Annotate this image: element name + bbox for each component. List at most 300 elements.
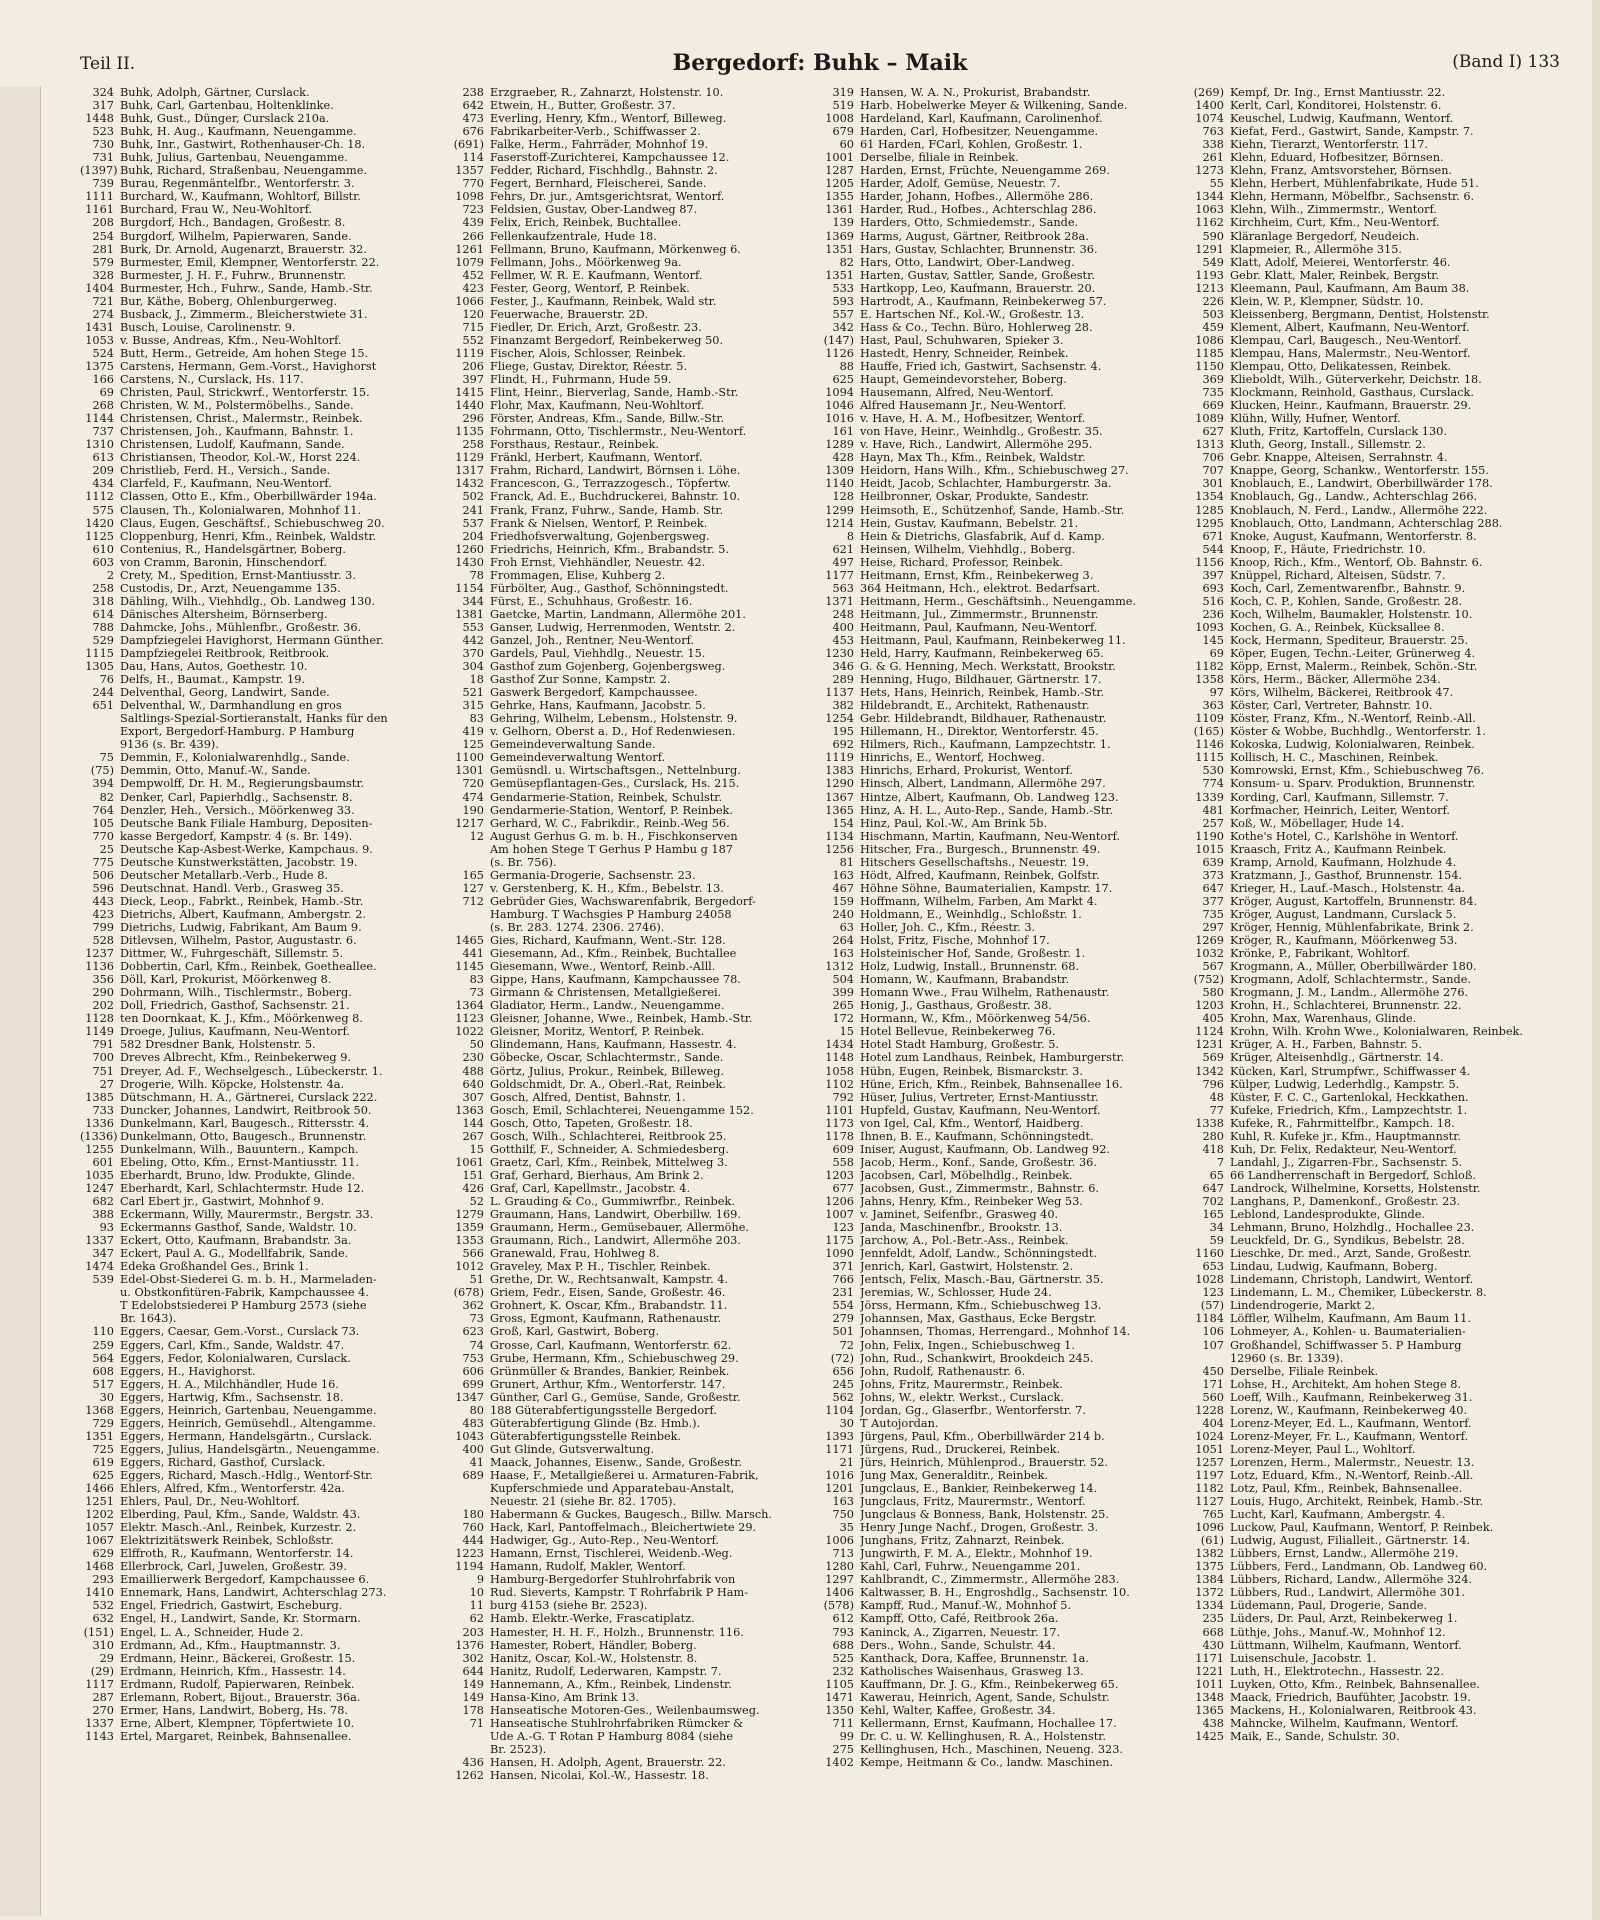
entry-phone-number: 1173 — [825, 1116, 854, 1130]
directory-entry — [80, 817, 450, 830]
directory-entry — [80, 386, 450, 399]
entry-text: Kerlt, Carl, Konditorei, Holstenstr. 6. — [1230, 99, 1442, 113]
directory-entry — [80, 295, 450, 308]
directory-entry — [1190, 921, 1560, 934]
directory-entry — [1190, 1560, 1560, 1573]
directory-entry — [80, 86, 450, 99]
entry-text: Carl Ebert jr., Gastwirt, Mohnhof 9. — [120, 1194, 325, 1208]
entry-phone-number: 1066 — [455, 294, 484, 308]
directory-entry — [1190, 1038, 1560, 1051]
entry-phone-number: 279 — [832, 1312, 854, 1326]
entry-text: Eggers, Heinrich, Gemüsehdl., Altengamme. — [120, 1416, 377, 1430]
entry-phone-number: 1305 — [85, 660, 114, 674]
entry-text: Kiefat, Ferd., Gastwirt, Sande, Kampstr. 7. — [1230, 125, 1474, 139]
entry-text: Klapmeier, R., Allermöhe 315. — [1230, 242, 1403, 256]
entry-phone-number: 1375 — [85, 359, 114, 373]
entry-phone-number: 1262 — [455, 1769, 484, 1783]
directory-entry — [1190, 1169, 1560, 1182]
entry-text: Grethe, Dr. W., Rechtsanwalt, Kampstr. 4. — [490, 1273, 729, 1287]
entry-phone-number: 1363 — [455, 1103, 484, 1117]
directory-entry — [80, 999, 450, 1012]
entry-phone-number: 1384 — [1195, 1573, 1224, 1587]
entry-phone-number: 647 — [1202, 881, 1224, 895]
entry-phone-number: 1146 — [1195, 738, 1224, 752]
entry-phone-number: 481 — [1202, 803, 1224, 817]
entry-phone-number: 430 — [1202, 1638, 1224, 1652]
entry-text: Gies, Richard, Kaufmann, Went.-Str. 128. — [490, 934, 726, 948]
entry-text: Flindt, H., Fuhrmann, Hude 59. — [490, 373, 672, 387]
entry-phone-number: 154 — [832, 816, 854, 830]
entry-text: Hinz, A. H. L., Auto-Rep., Sande, Hamb.-Str. — [860, 803, 1114, 817]
directory-entry — [450, 999, 820, 1012]
entry-phone-number: 1089 — [1195, 412, 1224, 426]
entry-text: Eckermanns Gasthof, Sande, Waldstr. 10. — [120, 1221, 357, 1235]
directory-entry — [1190, 321, 1560, 334]
directory-entry — [1190, 269, 1560, 282]
entry-phone-number: 208 — [92, 216, 114, 230]
directory-entry — [80, 504, 450, 517]
directory-entry — [820, 1743, 1190, 1756]
entry-phone-number: 428 — [832, 451, 854, 465]
entry-phone-number: 1015 — [1195, 842, 1224, 856]
entry-phone-number: 423 — [92, 907, 114, 921]
directory-entry — [80, 177, 450, 190]
entry-phone-number: 702 — [1202, 1194, 1224, 1208]
entry-text: Köster & Wobbe, Buchhdlg., Wentorferstr. 1. — [1230, 725, 1486, 739]
entry-text: Gehring, Wilhelm, Lebensm., Holstenstr. 9. — [490, 712, 738, 726]
directory-entry — [820, 1065, 1190, 1078]
entry-phone-number: 163 — [832, 868, 854, 882]
entry-text: Graumann, Rich., Landwirt, Allermöhe 203. — [490, 1234, 741, 1248]
entry-text: Ihnen, B. E., Kaufmann, Schönningstedt. — [860, 1129, 1094, 1143]
entry-phone-number: 106 — [1202, 1325, 1224, 1339]
entry-phone-number: 254 — [92, 229, 114, 243]
directory-entry — [1190, 777, 1560, 790]
directory-entry — [80, 843, 450, 856]
directory-entry — [820, 530, 1190, 543]
entry-text: Güterabfertigungsstelle Reinbek. — [490, 1429, 682, 1443]
entry-text: Harden, Carl, Hofbesitzer, Neuengamme. — [860, 125, 1099, 139]
entry-phone-number: 180 — [462, 1508, 484, 1522]
entry-text: Eggers, Heinrich, Gartenbau, Neuengamme. — [120, 1403, 377, 1417]
entry-phone-number: 1425 — [1195, 1729, 1224, 1743]
entry-text: Dunkelmann, Otto, Baugesch., Brunnenstr. — [120, 1129, 367, 1143]
entry-text: Haase, F., Metallgießerei u. Armaturen-Fabrik, — [490, 1468, 759, 1482]
directory-entry — [450, 1469, 820, 1482]
entry-text: Fiedler, Dr. Erich, Arzt, Großestr. 23. — [490, 320, 702, 334]
directory-entry — [450, 243, 820, 256]
entry-phone-number: 459 — [1202, 320, 1224, 334]
entry-phone-number: 235 — [1202, 1612, 1224, 1626]
directory-entry — [820, 1104, 1190, 1117]
entry-text: Crety, M., Spedition, Ernst-Mantiusstr. 3. — [120, 568, 356, 582]
directory-entry — [820, 347, 1190, 360]
entry-text: Grosse, Carl, Kaufmann, Wentorferstr. 62. — [490, 1338, 732, 1352]
entry-phone-number: 715 — [462, 320, 484, 334]
entry-phone-number: 1347 — [455, 1390, 484, 1404]
entry-phone-number: 296 — [462, 412, 484, 426]
entry-phone-number: 274 — [92, 307, 114, 321]
entry-phone-number: 362 — [462, 1299, 484, 1313]
directory-entry — [820, 804, 1190, 817]
directory-entry — [80, 530, 450, 543]
directory-entry — [80, 1443, 450, 1456]
directory-entry — [80, 738, 450, 751]
entry-phone-number: 18 — [469, 673, 484, 687]
directory-entry — [80, 777, 450, 790]
entry-phone-number: 1202 — [85, 1508, 114, 1522]
entry-phone-number: 793 — [832, 1625, 854, 1639]
entry-phone-number: 533 — [832, 281, 854, 295]
entry-phone-number: 579 — [92, 255, 114, 269]
entry-phone-number: (1397) — [80, 164, 118, 178]
entry-phone-number: 21 — [839, 1455, 854, 1469]
entry-text: Krüger, A. H., Farben, Bahnstr. 5. — [1230, 1038, 1422, 1052]
entry-text: v. Gelhorn, Oberst a. D., Hof Redenwiesen. — [490, 725, 736, 739]
entry-text: Heidorn, Hans Wilh., Kfm., Schiebuschweg 27. — [860, 464, 1129, 478]
entry-text: Elektr. Masch.-Anl., Reinbek, Kurzestr. 2. — [120, 1521, 357, 1535]
entry-phone-number: 774 — [1202, 777, 1224, 791]
directory-entry — [80, 1208, 450, 1221]
directory-entry — [1190, 438, 1560, 451]
entry-text: kasse Bergedorf, Kampstr. 4 (s. Br. 149). — [120, 829, 353, 843]
entry-phone-number: 29 — [99, 1651, 114, 1665]
entry-phone-number: (578) — [823, 1599, 854, 1613]
directory-entry — [450, 151, 820, 164]
entry-phone-number: 1129 — [455, 451, 484, 465]
entry-phone-number: 669 — [1202, 399, 1224, 413]
entry-phone-number: 1468 — [85, 1560, 114, 1574]
entry-text: Carstens, N., Curslack, Hs. 117. — [120, 373, 304, 387]
entry-text: Hintze, Albert, Kaufmann, Ob. Landweg 123. — [860, 790, 1119, 804]
entry-phone-number: 523 — [92, 125, 114, 139]
directory-entry — [450, 517, 820, 530]
entry-phone-number: 301 — [1202, 477, 1224, 491]
entry-text: Erdmann, Heinrich, Kfm., Hassestr. 14. — [120, 1664, 346, 1678]
directory-entry — [450, 1025, 820, 1038]
entry-text: Katholisches Waisenhaus, Grasweg 13. — [860, 1664, 1084, 1678]
directory-entry — [820, 1417, 1190, 1430]
entry-phone-number: 1101 — [825, 1103, 854, 1117]
entry-text: Gemüsndl. u. Wirtschaftsgen., Nettelnburg. — [490, 764, 741, 778]
directory-entry — [80, 1730, 450, 1743]
directory-entry — [450, 477, 820, 490]
directory-entry — [820, 921, 1190, 934]
directory-entry — [80, 1417, 450, 1430]
entry-phone-number: 1128 — [85, 1012, 114, 1026]
entry-text: Am hohen Stege T Gerhus P Hambu g 187 — [490, 842, 733, 856]
directory-entry — [80, 1195, 450, 1208]
directory-entry — [80, 1534, 450, 1547]
entry-phone-number: 1104 — [825, 1403, 854, 1417]
entry-text: Fürst, E., Schuhhaus, Großestr. 16. — [490, 594, 693, 608]
entry-text: Carstens, Hermann, Gem.-Vorst., Havighorst — [120, 359, 377, 373]
entry-phone-number: 1127 — [1195, 1495, 1224, 1509]
directory-entry — [450, 256, 820, 269]
entry-phone-number: 575 — [92, 503, 114, 517]
entry-text: Lüttmann, Wilhelm, Kaufmann, Wentorf. — [1230, 1638, 1462, 1652]
directory-entry — [1190, 1025, 1560, 1038]
entry-text: Fellmann, Bruno, Kaufmann, Mörkenweg 6. — [490, 242, 741, 256]
directory-entry — [1190, 464, 1560, 477]
directory-entry — [80, 1352, 450, 1365]
entry-text: Burmester, Hch., Fuhrw., Sande, Hamb.-Str. — [120, 281, 373, 295]
directory-entry — [80, 373, 450, 386]
entry-phone-number: 439 — [462, 216, 484, 230]
entry-phone-number: 1115 — [85, 647, 114, 661]
entry-phone-number: 280 — [1202, 1129, 1224, 1143]
directory-entry — [80, 1521, 450, 1534]
directory-entry — [820, 1260, 1190, 1273]
entry-phone-number: (61) — [1200, 1534, 1224, 1548]
entry-phone-number: 549 — [1202, 255, 1224, 269]
directory-entry — [820, 504, 1190, 517]
entry-text: Gebr. Knappe, Alteisen, Serrahnstr. 4. — [1230, 451, 1448, 465]
entry-phone-number — [450, 1495, 490, 1508]
directory-entry — [820, 1208, 1190, 1221]
entry-phone-number: 83 — [469, 973, 484, 987]
entry-text: Lohmeyer, A., Kohlen- u. Baumaterialien- — [1230, 1325, 1466, 1339]
entry-text: Heimsoth, E., Schützenhof, Sande, Hamb.-Str. — [860, 503, 1125, 517]
entry-text: Dobbertin, Carl, Kfm., Reinbek, Goetheallee. — [120, 960, 377, 974]
entry-text: Buhk, Gust., Dünger, Curslack 210a. — [120, 112, 330, 126]
entry-text: ten Doornkaat, K. J., Kfm., Möörkenweg 8. — [120, 1012, 363, 1026]
entry-text: Fester, J., Kaufmann, Reinbek, Wald str. — [490, 294, 717, 308]
directory-entry — [80, 1469, 450, 1482]
directory-entry — [1190, 751, 1560, 764]
entry-text: Francescon, G., Terrazzogesch., Töpfertw. — [490, 477, 731, 491]
entry-phone-number: 764 — [92, 803, 114, 817]
entry-text: Jürgens, Rud., Druckerei, Reinbek. — [860, 1442, 1061, 1456]
entry-text: Kleemann, Paul, Kaufmann, Am Baum 38. — [1230, 281, 1470, 295]
entry-phone-number: 1474 — [85, 1260, 114, 1274]
entry-text: Hoffmann, Wilhelm, Farben, Am Markt 4. — [860, 894, 1098, 908]
entry-phone-number: 1432 — [455, 477, 484, 491]
entry-text: Eggers, Richard, Gasthof, Curslack. — [120, 1455, 326, 1469]
entry-text: Jungclaus & Bonness, Bank, Holstenstr. 25. — [860, 1508, 1109, 1522]
directory-entry — [450, 1221, 820, 1234]
directory-entry — [80, 1065, 450, 1078]
directory-entry — [80, 1025, 450, 1038]
entry-text: Hillemann, H., Direktor, Wentorferstr. 45. — [860, 725, 1099, 739]
entry-text: Kröger, Hennig, Mühlenfabrikate, Brink 2. — [1230, 921, 1474, 934]
entry-text: Heise, Richard, Professor, Reinbek. — [860, 555, 1063, 569]
entry-text: Hamburg. T Wachsgies P Hamburg 24058 — [490, 907, 732, 921]
directory-entry — [80, 1221, 450, 1234]
directory-entry — [820, 1573, 1190, 1586]
directory-entry — [80, 347, 450, 360]
entry-phone-number: 770 — [92, 829, 114, 843]
entry-phone-number: 1273 — [1195, 164, 1224, 178]
entry-text: Henry Junge Nachf., Drogen, Großestr. 3. — [860, 1521, 1099, 1535]
entry-text: Gebrüder Gies, Wachswarenfabrik, Bergedorf- — [490, 894, 756, 908]
entry-phone-number: 63 — [839, 921, 854, 934]
entry-text: Gippe, Hans, Kaufmann, Kampchaussee 78. — [490, 973, 741, 987]
entry-phone-number: 688 — [832, 1638, 854, 1652]
entry-phone-number: 190 — [462, 803, 484, 817]
entry-text: Christensen, Christ., Malermstr., Reinbek. — [120, 412, 363, 426]
directory-entry — [80, 647, 450, 660]
entry-text: Eggers, Carl, Kfm., Sande, Waldstr. 47. — [120, 1338, 345, 1352]
directory-entry — [80, 1639, 450, 1652]
entry-text: Maack, Johannes, Eisenw., Sande, Großestr. — [490, 1455, 743, 1469]
entry-text: Klehn, Hermann, Möbelfbr., Sachsenstr. 6. — [1230, 190, 1475, 204]
entry-text: Dohrmann, Wilh., Tischlermstr., Boberg. — [120, 986, 352, 1000]
entry-text: Hitschers Gesellschaftshs., Neuestr. 19. — [860, 855, 1089, 869]
entry-text: Lucht, Karl, Kaufmann, Ambergstr. 4. — [1230, 1508, 1446, 1522]
entry-phone-number: 1024 — [1195, 1429, 1224, 1443]
entry-phone-number: 315 — [462, 699, 484, 713]
entry-phone-number: 1348 — [1195, 1690, 1224, 1704]
entry-phone-number: 796 — [1202, 1077, 1224, 1091]
directory-entry — [820, 556, 1190, 569]
entry-text: Ennemark, Hans, Landwirt, Achterschlag 273. — [120, 1586, 387, 1600]
directory-entry — [1190, 556, 1560, 569]
directory-entry — [80, 960, 450, 973]
entry-phone-number: 799 — [92, 921, 114, 934]
directory-entry — [450, 1769, 820, 1782]
directory-entry — [80, 1104, 450, 1117]
directory-entry — [80, 1234, 450, 1247]
directory-entry — [450, 399, 820, 412]
entry-phone-number: 377 — [1202, 894, 1224, 908]
entry-text: Döll, Karl, Prokurist, Möörkenweg 8. — [120, 973, 332, 987]
directory-entry — [1190, 608, 1560, 621]
entry-text: Kauffmann, Dr. J. G., Kfm., Reinbekerweg 65. — [860, 1677, 1119, 1691]
entry-phone-number: 760 — [462, 1521, 484, 1535]
directory-entry — [450, 1456, 820, 1469]
directory-entry — [450, 1130, 820, 1143]
entry-text: Löffler, Wilhelm, Kaufmann, Am Baum 11. — [1230, 1312, 1471, 1326]
entry-phone-number: 1057 — [85, 1521, 114, 1535]
entry-text: Kanthack, Dora, Kaffee, Brunnenstr. 1a. — [860, 1651, 1089, 1665]
entry-phone-number: 1140 — [825, 477, 854, 491]
entry-phone-number: 453 — [832, 633, 854, 647]
directory-entry — [1190, 973, 1560, 986]
directory-entry — [1190, 1469, 1560, 1482]
entry-text: Leblond, Landesprodukte, Glinde. — [1230, 1208, 1425, 1222]
entry-text: Luyken, Otto, Kfm., Reinbek, Bahnsenallee. — [1230, 1677, 1480, 1691]
directory-entry — [450, 373, 820, 386]
entry-phone-number: 1448 — [85, 112, 114, 126]
entry-phone-number: (72) — [830, 1351, 854, 1365]
entry-phone-number: 1376 — [455, 1638, 484, 1652]
entry-phone-number: 41 — [469, 1455, 484, 1469]
directory-entry — [450, 1430, 820, 1443]
entry-text: Friedhofsverwaltung, Gojenbergsweg. — [490, 529, 710, 543]
entry-text: Hars, Gustav, Schlachter, Brunnenstr. 36. — [860, 242, 1098, 256]
directory-entry — [80, 1652, 450, 1665]
directory-entry — [1190, 1312, 1560, 1325]
entry-text: Klehn, Eduard, Hofbesitzer, Börnsen. — [1230, 151, 1444, 165]
entry-phone-number: 347 — [92, 1247, 114, 1261]
directory-entry — [450, 1508, 820, 1521]
entry-phone-number: 388 — [92, 1208, 114, 1222]
entry-phone-number: 1144 — [85, 412, 114, 426]
entry-text: Gaetcke, Martin, Landmann, Allermöhe 201. — [490, 607, 746, 621]
entry-phone-number: 275 — [832, 1742, 854, 1756]
directory-entry — [820, 490, 1190, 503]
entry-text: Lotz, Eduard, Kfm., N.-Wentorf, Reinb.-All. — [1230, 1468, 1474, 1482]
directory-entry — [450, 1286, 820, 1299]
entry-phone-number: 266 — [462, 229, 484, 243]
directory-entry — [80, 608, 450, 621]
entry-text: Jungwirth, F. M. A., Elektr., Mohnhof 19. — [860, 1547, 1093, 1561]
directory-entry — [1190, 1273, 1560, 1286]
directory-entry — [820, 1156, 1190, 1169]
directory-entry — [80, 947, 450, 960]
entry-text: Fränkl, Herbert, Kaufmann, Wentorf. — [490, 451, 703, 465]
directory-entry — [80, 1704, 450, 1717]
entry-text: Hansa-Kino, Am Brink 13. — [490, 1690, 639, 1704]
entry-text: Graumann, Hans, Landwirt, Oberbillw. 169. — [490, 1208, 741, 1222]
entry-phone-number: 319 — [832, 86, 854, 99]
entry-text: Johns, W., elektr. Werkst., Curslack. — [860, 1390, 1064, 1404]
entry-text: Fellenkaufzentrale, Hude 18. — [490, 229, 657, 243]
entry-text: (s. Br. 283. 1274. 2306. 2746). — [490, 921, 665, 934]
entry-text: Grünmüller & Brandes, Bankier, Reinbek. — [490, 1364, 730, 1378]
entry-phone-number: 503 — [1202, 307, 1224, 321]
directory-entry — [450, 412, 820, 425]
entry-phone-number: 735 — [1202, 386, 1224, 400]
directory-entry — [820, 712, 1190, 725]
entry-phone-number: 629 — [92, 1547, 114, 1561]
entry-phone-number: 1061 — [455, 1155, 484, 1169]
entry-text: Kirchheim, Curt, Kfm., Neu-Wentorf. — [1230, 216, 1440, 230]
directory-entry — [80, 243, 450, 256]
entry-phone-number: (269) — [1193, 86, 1224, 99]
entry-text: Everling, Henry, Kfm., Wentorf, Billeweg. — [490, 112, 727, 126]
directory-entry — [820, 1312, 1190, 1325]
entry-phone-number: 231 — [832, 1286, 854, 1300]
entry-phone-number: 35 — [839, 1521, 854, 1535]
entry-phone-number: 442 — [462, 633, 484, 647]
directory-entry — [450, 321, 820, 334]
directory-entry — [820, 608, 1190, 621]
directory-entry — [820, 151, 1190, 164]
entry-text: Konsum- u. Sparv. Produktion, Brunnenstr. — [1230, 777, 1476, 791]
entry-phone-number: 1430 — [455, 555, 484, 569]
entry-phone-number: 373 — [1202, 868, 1224, 882]
directory-entry — [450, 1586, 820, 1599]
entry-phone-number: 1317 — [455, 464, 484, 478]
entry-phone-number: 261 — [1202, 151, 1224, 165]
directory-entry — [820, 1182, 1190, 1195]
directory-entry — [80, 830, 450, 843]
entry-text: Gaswerk Bergedorf, Kampchaussee. — [490, 686, 698, 700]
directory-entry — [820, 699, 1190, 712]
entry-phone-number: 144 — [462, 1116, 484, 1130]
entry-text: Harders, Otto, Schmiedemstr., Sande. — [860, 216, 1079, 230]
entry-text: Haupt, Gemeindevorsteher, Boberg. — [860, 373, 1067, 387]
entry-phone-number: 1342 — [1195, 1064, 1224, 1078]
entry-phone-number: 1402 — [825, 1756, 854, 1769]
directory-entry — [80, 621, 450, 634]
entry-phone-number: 1351 — [825, 268, 854, 282]
directory-entry — [450, 386, 820, 399]
directory-entry — [1190, 1678, 1560, 1691]
entry-phone-number: 238 — [462, 86, 484, 99]
directory-entry — [820, 1195, 1190, 1208]
entry-text: Knoke, August, Kaufmann, Wentorferstr. 8. — [1230, 529, 1477, 543]
directory-entry — [820, 830, 1190, 843]
entry-text: Kellinghusen, Hch., Maschinen, Neueng. 323. — [860, 1742, 1123, 1756]
directory-entry — [80, 712, 450, 725]
entry-text: E. Hartschen Nf., Kol.-W., Großestr. 13. — [860, 307, 1085, 321]
entry-phone-number: 1090 — [825, 1247, 854, 1261]
entry-text: Gosch, Otto, Tapeten, Großestr. 18. — [490, 1116, 693, 1130]
directory-entry — [450, 934, 820, 947]
